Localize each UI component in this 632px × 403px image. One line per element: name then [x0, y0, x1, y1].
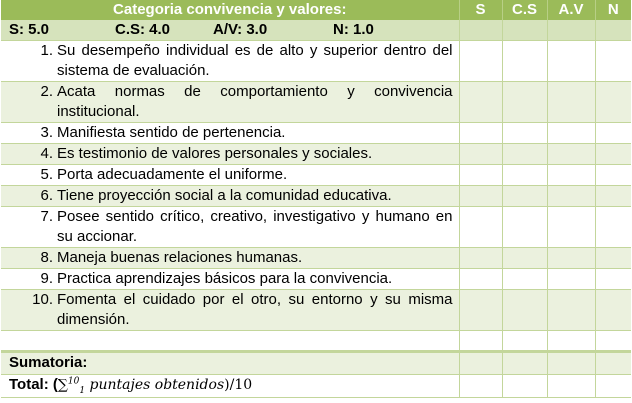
- item-text: Tiene proyección social a la comunidad educativa.: [57, 187, 392, 204]
- score-cell-av[interactable]: [547, 144, 595, 165]
- score-cell-av[interactable]: [547, 269, 595, 290]
- score-cell-n[interactable]: [595, 20, 631, 41]
- score-cell-s[interactable]: [459, 248, 502, 269]
- score-cell-n[interactable]: [595, 144, 631, 165]
- score-cell-s[interactable]: [459, 331, 502, 352]
- score-cell-n[interactable]: [595, 207, 631, 248]
- score-cell-av[interactable]: [547, 20, 595, 41]
- score-cell-av[interactable]: [547, 331, 595, 352]
- score-cell-s[interactable]: [459, 269, 502, 290]
- score-cell-cs[interactable]: [502, 165, 547, 186]
- score-cell-n[interactable]: [595, 331, 631, 352]
- total-row: [1, 375, 631, 398]
- item-text: Es testimonio de valores personales y sociales.: [57, 145, 373, 162]
- score-cell-cs[interactable]: [502, 207, 547, 248]
- score-cell-n[interactable]: [595, 41, 631, 82]
- score-cell-s[interactable]: [459, 290, 502, 331]
- table-row: [1, 144, 631, 165]
- total-label: Total:: [9, 376, 49, 393]
- score-cell-n[interactable]: [595, 290, 631, 331]
- score-cell-av[interactable]: [547, 41, 595, 82]
- total-formula-text: puntajes obtenidos: [89, 377, 225, 393]
- score-cs: C.S: 4.0: [115, 21, 171, 38]
- table-row: [1, 41, 631, 82]
- item-text: Posee sentido crítico, creativo, investigativo y humano en su accionar.: [57, 208, 453, 245]
- column-header-n: N: [595, 0, 631, 20]
- item-text: Su desempeño individual es de alto y superior dentro del sistema de evaluación.: [57, 42, 453, 79]
- score-cell-n[interactable]: [595, 186, 631, 207]
- table-header-row: [1, 0, 631, 20]
- score-cell-cs[interactable]: [502, 269, 547, 290]
- score-cell-s[interactable]: [459, 144, 502, 165]
- total-cell-n[interactable]: [595, 375, 631, 398]
- score-cell-av[interactable]: [547, 248, 595, 269]
- item-text: Manifiesta sentido de pertenencia.: [57, 124, 286, 141]
- score-cell-cs[interactable]: [502, 82, 547, 123]
- score-cell-av[interactable]: [547, 82, 595, 123]
- item-text: Maneja buenas relaciones humanas.: [57, 249, 303, 266]
- table-row: [1, 248, 631, 269]
- table-row: [1, 290, 631, 331]
- score-cell-cs[interactable]: [502, 123, 547, 144]
- sum-cell-av[interactable]: [547, 352, 595, 375]
- score-cell-n[interactable]: [595, 269, 631, 290]
- total-formula: Total: (∑$^{10}_1$ puntajes obtenidos)/10: [9, 376, 253, 396]
- column-header-s: S: [459, 0, 502, 20]
- table-row: [1, 186, 631, 207]
- total-cell-cs[interactable]: [502, 375, 547, 398]
- score-cell-cs[interactable]: [502, 331, 547, 352]
- item-number: 10.: [32, 291, 53, 308]
- score-n: N: 1.0: [333, 21, 374, 38]
- score-cell-s[interactable]: [459, 186, 502, 207]
- score-cell-av[interactable]: [547, 186, 595, 207]
- score-cell-n[interactable]: [595, 82, 631, 123]
- score-cell-s[interactable]: [459, 20, 502, 41]
- score-cell-cs[interactable]: [502, 41, 547, 82]
- item-number: 4.: [40, 145, 53, 162]
- table-row: [1, 269, 631, 290]
- item-number: 1.: [40, 42, 53, 59]
- score-cell-s[interactable]: [459, 207, 502, 248]
- table-row: [1, 165, 631, 186]
- score-s: S: 5.0: [9, 21, 50, 38]
- score-cell-s[interactable]: [459, 123, 502, 144]
- score-cell-cs[interactable]: [502, 144, 547, 165]
- score-cell-n[interactable]: [595, 123, 631, 144]
- item-number: 9.: [40, 270, 53, 287]
- item-number: 8.: [40, 249, 53, 266]
- item-number: 5.: [40, 166, 53, 183]
- item-text: Porta adecuadamente el uniforme.: [57, 166, 288, 183]
- score-cell-av[interactable]: [547, 123, 595, 144]
- category-title: Categoria convivencia y valores:: [1, 0, 459, 20]
- sum-cell-s[interactable]: [459, 352, 502, 375]
- table-row: [1, 82, 631, 123]
- total-cell-s[interactable]: [459, 375, 502, 398]
- score-cell-n[interactable]: [595, 165, 631, 186]
- score-cell-cs[interactable]: [502, 290, 547, 331]
- score-cell-cs[interactable]: [502, 248, 547, 269]
- sum-row: [1, 352, 631, 375]
- sigma-symbol: ∑: [57, 377, 68, 393]
- score-cell-cs[interactable]: [502, 186, 547, 207]
- item-number: 6.: [40, 187, 53, 204]
- score-cell-av[interactable]: [547, 165, 595, 186]
- evaluation-table: [1, 0, 631, 398]
- score-cell-s[interactable]: [459, 41, 502, 82]
- score-av: A/V: 3.0: [213, 21, 268, 38]
- column-header-av: A.V: [547, 0, 595, 20]
- score-cell-s[interactable]: [459, 82, 502, 123]
- score-cell-n[interactable]: [595, 248, 631, 269]
- item-text: Fomenta el cuidado por el otro, su entorno y su misma dimensión.: [57, 291, 453, 328]
- score-cell-av[interactable]: [547, 207, 595, 248]
- item-number: 7.: [40, 208, 53, 225]
- score-scale-row: [1, 20, 631, 41]
- item-number: 2.: [40, 83, 53, 100]
- column-header-cs: C.S: [502, 0, 547, 20]
- score-cell-av[interactable]: [547, 290, 595, 331]
- sum-cell-n[interactable]: [595, 352, 631, 375]
- item-text: Acata normas de comportamiento y convivencia institucional.: [57, 83, 453, 120]
- table-row: [1, 123, 631, 144]
- score-cell-s[interactable]: [459, 165, 502, 186]
- blank-row: [1, 331, 631, 352]
- sum-cell-cs[interactable]: [502, 352, 547, 375]
- item-number: 3.: [40, 124, 53, 141]
- total-cell-av[interactable]: [547, 375, 595, 398]
- table-row: [1, 207, 631, 248]
- score-cell-cs[interactable]: [502, 20, 547, 41]
- score-scale: [1, 20, 459, 40]
- sum-label: Sumatoria:: [1, 352, 459, 375]
- item-text: Practica aprendizajes básicos para la convivencia.: [57, 270, 393, 287]
